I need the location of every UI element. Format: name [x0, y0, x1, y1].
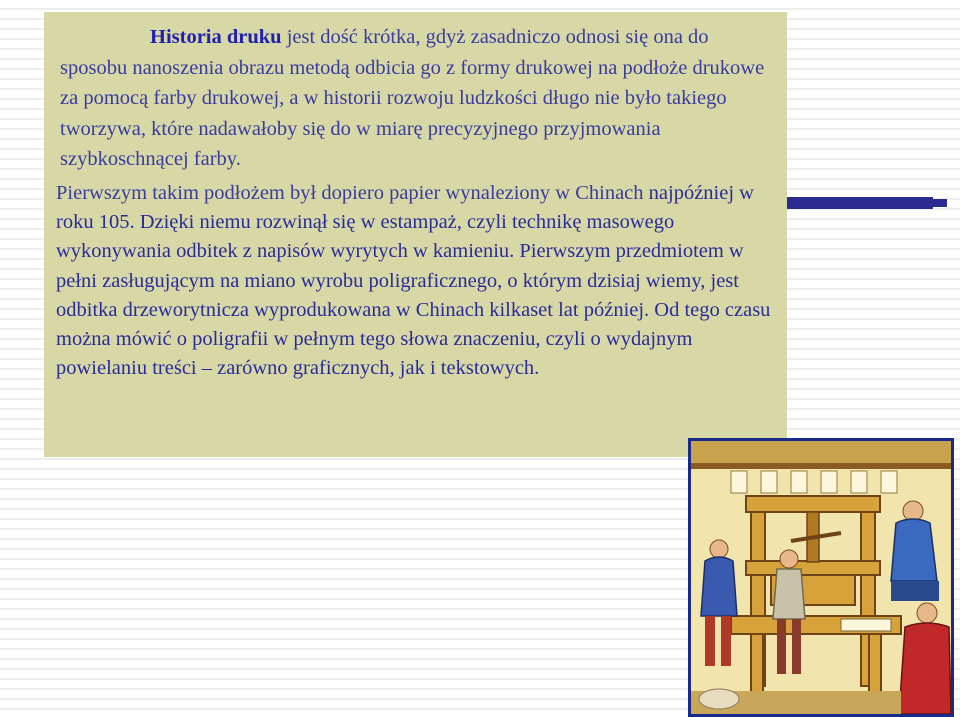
history-paragraph: [56, 179, 780, 383]
printing-press-illustration: [688, 438, 954, 717]
intro-paragraph-text: jest dość krótka, gdyż zasadniczo odnosi się ona do sposobu nanoszenia obrazu metodą odbicia go z formy drukowej na podłoże drukowe za pomocą farby drukowej, a w historii rozwoju ludzkości długo nie było takiego tworzywa, które nadawałoby się do w miarę precyzyjnego przyjmowania szybkoschnącej farby.: [60, 26, 765, 170]
accent-bar: [787, 197, 933, 209]
intro-paragraph: [60, 22, 780, 175]
printing-press-picture: [691, 441, 951, 714]
history-paragraph-text: najpóźniej w roku 105. Dzięki niemu rozwinął się w estampaż, czyli technikę masowego wykonywania odbitek z napisów wyrytych w kamieniu. Pierwszym przedmiotem w pełni zasługującym na miano wyrobu poligraficznego, o którym dzisiaj wiemy, jest odbitka drzeworytnicza wyprodukowana w Chinach kilkaset lat później. Od tego czasu można mówić o poligrafii w pełnym tego słowa znaczeniu, czyli o wydajnym powielaniu treści – zarówno graficznych, jak i tekstowych.: [56, 182, 771, 380]
text-panel: [44, 12, 787, 457]
history-paragraph-lead: Pierwszym takim podłożem był dopiero papier wynaleziony w Chinach: [56, 182, 649, 204]
slide-title: Historia druku: [150, 26, 282, 48]
accent-bar-tail: [933, 199, 947, 207]
